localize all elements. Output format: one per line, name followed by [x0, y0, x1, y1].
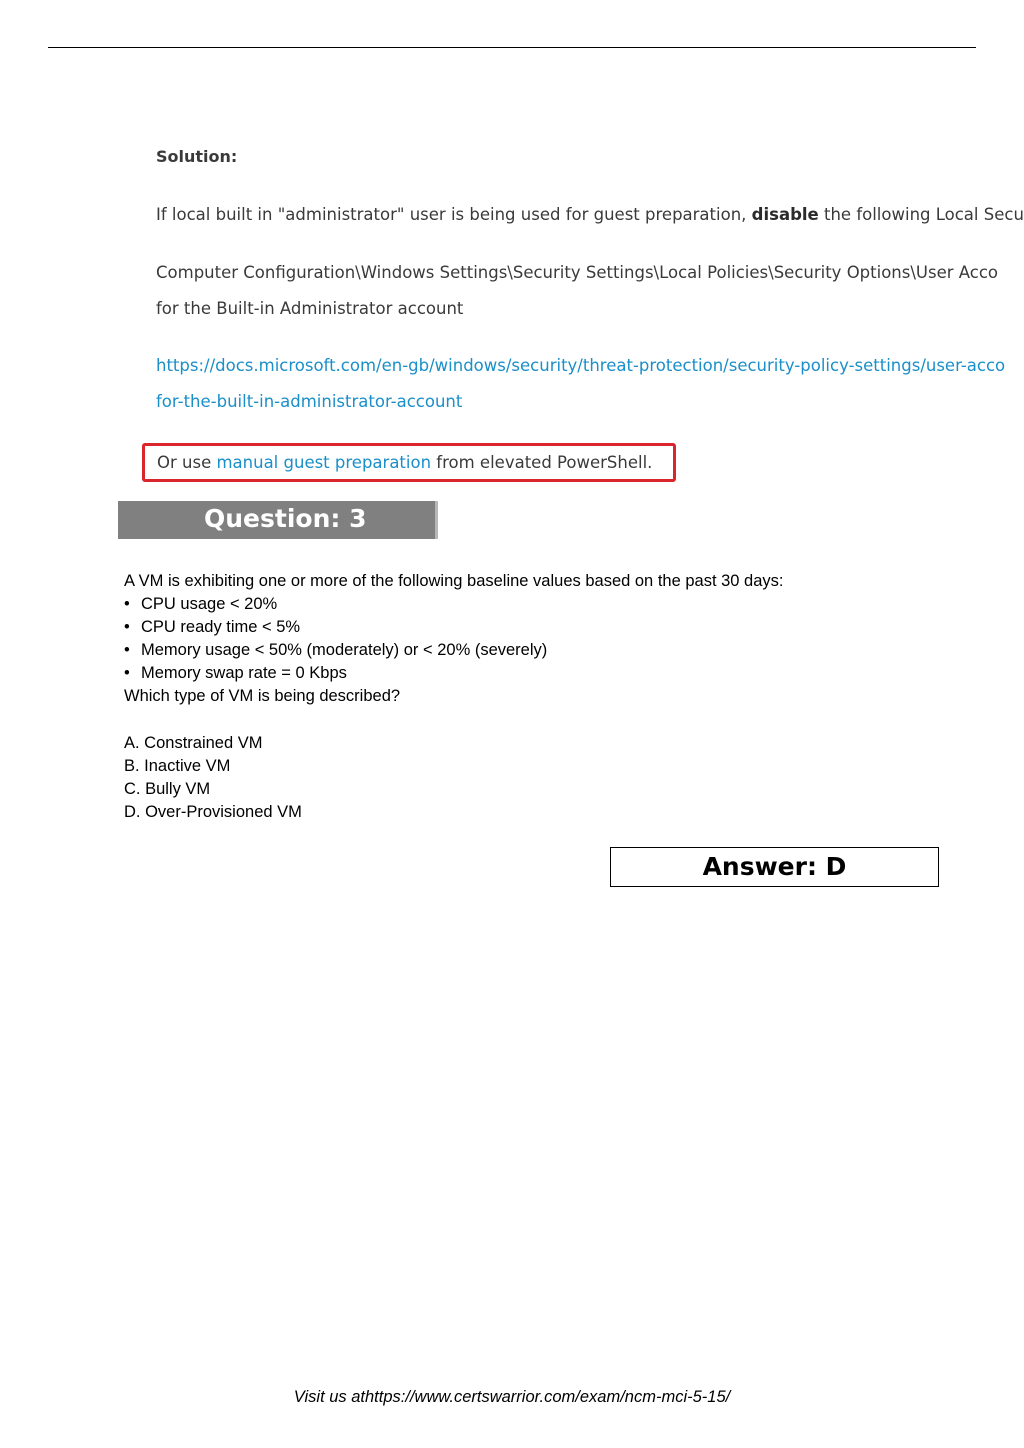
option-d: D. Over-Provisioned VM: [124, 802, 302, 821]
question-intro: A VM is exhibiting one or more of the following baseline values based on the past 30 days:: [124, 572, 784, 590]
bullet-item: [124, 616, 783, 639]
docs-link-line-2[interactable]: for-the-built-in-administrator-account: [156, 392, 463, 411]
bullet-text: Memory swap rate = 0 Kbps: [141, 664, 347, 683]
solution-text-prefix: If local built in "administrator" user is being used for guest preparation,: [156, 205, 752, 224]
question-banner: [118, 501, 438, 539]
question-title: Question: 3: [204, 504, 367, 533]
solution-text-line-1: [156, 205, 1024, 224]
bullet-item: [124, 593, 783, 616]
callout-prefix: Or use: [157, 453, 217, 472]
bullet-icon: •: [124, 595, 130, 614]
docs-link-line-1[interactable]: https://docs.microsoft.com/en-gb/windows/security/threat-protection/security-policy-settings/user-acco: [156, 356, 1006, 375]
powershell-callout: [142, 443, 676, 482]
answer-label: Answer: D: [702, 852, 847, 881]
bullet-text: CPU usage < 20%: [141, 595, 278, 614]
question-prompt: Which type of VM is being described?: [124, 687, 401, 706]
option-b: B. Inactive VM: [124, 756, 231, 775]
policy-path-line-cont: for the Built-in Administrator account: [156, 299, 464, 318]
callout-suffix: from elevated PowerShell.: [431, 453, 653, 472]
manual-guest-prep-link[interactable]: manual guest preparation: [216, 453, 432, 472]
answer-box: [610, 847, 939, 887]
bullet-icon: •: [124, 664, 130, 683]
option-a: A. Constrained VM: [124, 733, 263, 752]
bullet-item: [124, 639, 783, 662]
footer-link[interactable]: Visit us athttps://www.certswarrior.com/exam/ncm-mci-5-15/: [293, 1388, 731, 1406]
policy-path-line: Computer Configuration\Windows Settings\Security Settings\Local Policies\Security Options\User Acco: [156, 263, 999, 282]
question-body: [124, 570, 783, 824]
bullet-icon: •: [124, 618, 130, 637]
solution-screenshot: [0, 130, 1024, 490]
header-rule: [48, 47, 976, 48]
bullet-text: Memory usage < 50% (moderately) or < 20% (severely): [141, 641, 548, 660]
spacer: [124, 709, 783, 732]
option-c: C. Bully VM: [124, 779, 211, 798]
bullet-text: CPU ready time < 5%: [141, 618, 301, 637]
solution-text-bold: disable: [751, 205, 819, 224]
solution-text-suffix: the following Local Secu: [818, 205, 1024, 224]
solution-heading: Solution:: [156, 147, 238, 166]
bullet-item: [124, 662, 783, 685]
bullet-icon: •: [124, 641, 130, 660]
